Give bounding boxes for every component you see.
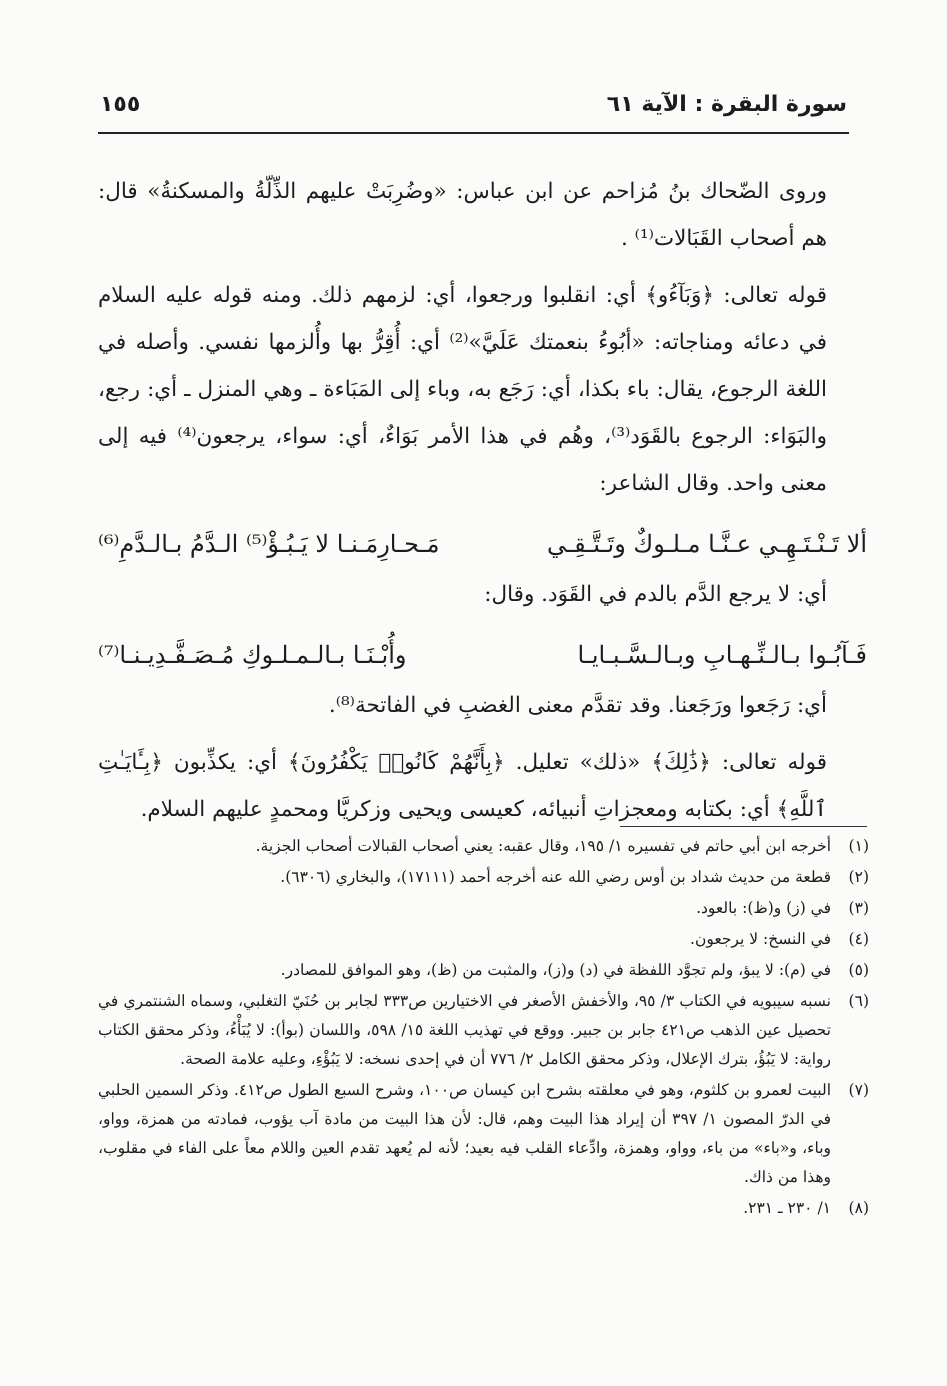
- footnote-rule: [620, 826, 867, 827]
- verse-first-hemistich: ألا تَـنْـتَـهِـي عـنَّـا مـلـوكٌ وتَـتَّـقِـي: [547, 530, 867, 558]
- footnotes: [98, 832, 869, 1225]
- main-text: [98, 168, 867, 843]
- footnote-text: ١/ ٢٣٠ ـ ٢٣١.: [743, 1199, 831, 1217]
- poetry-verse: [98, 517, 867, 571]
- footnote: [98, 987, 869, 1074]
- footnote-text: قطعة من حديث شداد بن أوس رضي الله عنه أخرجه أحمد (١٧١١١)، والبخاري (٦٣٠٦).: [280, 868, 831, 886]
- verse-second-hemistich: مَـحـارِمَـنـا لا يَـبُـؤْ⁽⁵⁾ الـدَّمُ بـالـدَّمِ⁽⁶⁾: [98, 530, 440, 558]
- verse-first-hemistich: فَـآبُـوا بـالـنِّـهـابِ وبـالـسَّـبـايـا: [577, 641, 867, 669]
- footnote-number: (٣): [848, 899, 869, 917]
- footnote: [98, 956, 869, 985]
- footnote-number: (٢): [848, 868, 869, 886]
- footnote: [98, 894, 869, 923]
- footnote-number: (٤): [848, 930, 869, 948]
- header-rule: [98, 132, 849, 134]
- footnote-text: في (م): لا يبؤ، ولم تجوَّد اللفظة في (د) و(ز)، والمثبت من (ظ)، وهو الموافق للمصادر.: [280, 961, 831, 979]
- footnote-text: البيت لعمرو بن كلثوم، وهو في معلقته بشرح ابن كيسان ص١٠٠، وشرح السبع الطول ص٤١٢. وذكر السمين الحلبي في الدرّ المصون ١/ ٣٩٧ أن إيراد هذا البيت وهم، قال: لأن هذا البيت من مادة آب يؤوب، فمادته من همزة، وواو، وباء، و«باء» من باء، وواو، وهمزة، وادِّعاء القلب فيه بعيد؛ لأنه لم يُعهد تقدم العين واللام معاً على الفاء في مقلوب، وهذا من ذاك.: [98, 1081, 831, 1186]
- paragraph: أي: رَجَعوا ورَجَعنا. وقد تقدَّم معنى الغضبِ في الفاتحة⁽⁸⁾.: [328, 693, 827, 718]
- footnote: [98, 832, 869, 861]
- paragraph: قوله تعالى: ﴿ذَٰلِكَ﴾ «ذلك» تعليل. ﴿بِأَنَّهُمْ كَانُوا۟ يَكْفُرُونَ﴾ أي: يكذِّبون ﴿بِـَٔايَـٰتِ ٱللَّهِ﴾ أي: بكتابه ومعجزاتِ أنبيائه، كعيسى ويحيى وزكريَّا ومحمدٍ عليهم السلام.: [98, 750, 827, 822]
- footnote: [98, 863, 869, 892]
- paragraph: أي: لا يرجع الدَّم بالدم في القَوَد. وقال:: [484, 582, 827, 607]
- paragraph: وروى الضّحاك بنُ مُزاحم عن ابن عباس: «وضُرِبَتْ عليهم الذِّلّةُ والمسكنةُ» قال: هم أصحاب القَبَالات⁽¹⁾ .: [98, 179, 827, 251]
- footnote-text: في (ز) و(ظ): بالعود.: [696, 899, 831, 917]
- footnote-text: أخرجه ابن أبي حاتم في تفسيره ١/ ١٩٥، وقال عقبه: يعني أصحاب القبالات أصحاب الجزية.: [255, 837, 831, 855]
- footnote-text: نسبه سيبويه في الكتاب ٣/ ٩٥، والأخفش الأصغر في الاختيارين ص٣٣٣ لجابر بن حُنَيّ التغلبي، وسماه الشنتمري في تحصيل عين الذهب ص٤٢١ جابر بن جبير. ووقع في تهذيب اللغة ١٥/ ٥٩٨، واللسان (بوأ): لا يُبَأْءُ، وذكر محقق الكتاب رواية: لا يَبُؤُ، بترك الإعلال، وذكر محقق الكامل ٢/ ٧٧٦ أن في إحدى نسخه: لا يَبُؤْءِ، وعليه علامة الصحة.: [98, 992, 831, 1068]
- paragraph: قوله تعالى: ﴿وَبَآءُو﴾ أي: انقلبوا ورجعوا، أي: لزمهم ذلك. ومنه قوله عليه السلام في دعائه ومناجاته: «أبُوءُ بنعمتك عَلَيَّ»⁽²⁾ أي: أُقِرُّ بها وأُلزمها نفسي. وأصله في اللغة الرجوع، يقال: باء بكذا، أي: رَجَع به، وباء إلى المَبَاءة ـ وهي المنزل ـ أي: رجع، والبَوَاء: الرجوع بالقَوَد⁽³⁾، وهُم في هذا الأمر بَوَاءٌ، أي: سواء، يرجعون⁽⁴⁾ فيه إلى معنى واحد. وقال الشاعر:: [98, 283, 827, 496]
- footnote-number: (٥): [848, 961, 869, 979]
- poetry-verse: [98, 628, 867, 682]
- verse-second-hemistich: وأُبْـنَـا بـالـمـلـوكِ مُـصَـفَّـدِيـنـا⁽⁷⁾: [98, 641, 407, 669]
- footnote: [98, 925, 869, 954]
- footnote-number: (٨): [848, 1199, 869, 1217]
- footnote-number: (١): [848, 837, 869, 855]
- footnote-number: (٧): [848, 1081, 869, 1099]
- footnote-number: (٦): [848, 992, 869, 1010]
- footnote-text: في النسخ: لا يرجعون.: [690, 930, 831, 948]
- footnote: [98, 1194, 869, 1223]
- running-header: [100, 92, 847, 128]
- footnote: [98, 1076, 869, 1192]
- page-number: ١٥٥: [100, 92, 141, 117]
- header-title: سورة البقرة : الآية ٦١: [606, 92, 847, 117]
